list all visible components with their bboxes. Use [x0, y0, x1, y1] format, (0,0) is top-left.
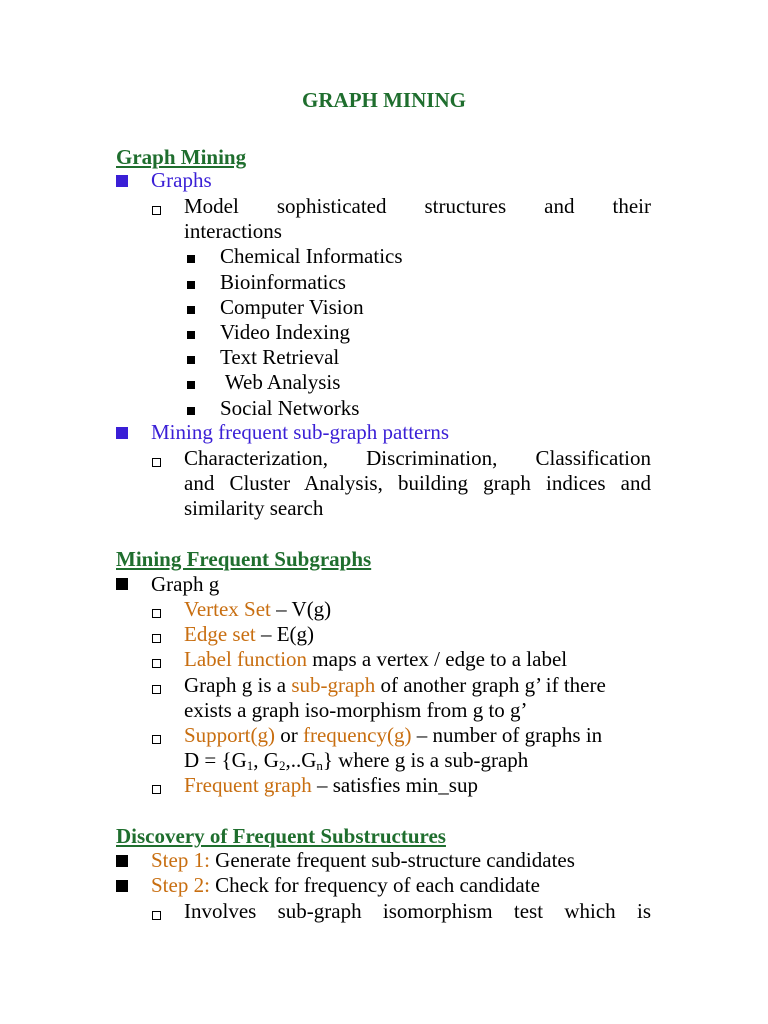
small-square-bullet-icon [187, 255, 195, 263]
small-square-bullet-icon [187, 356, 195, 364]
support-item-line-1 [184, 723, 602, 748]
subscript-1: 1 [246, 758, 254, 773]
step-2-item [151, 873, 540, 898]
edge-set-term: Edge set [184, 622, 256, 646]
app-item: Chemical Informatics [220, 244, 403, 268]
subgraph-item-line-1 [184, 673, 606, 698]
dots-g: ,..G [285, 748, 317, 772]
subgraph-post: of another graph g’ if there [375, 673, 606, 697]
edge-set-rest: – E(g) [255, 622, 315, 646]
mining-line-3: similarity search [184, 496, 324, 520]
frequent-graph-item [184, 773, 478, 798]
subgraph-item-line-2: exists a graph iso-morphism from g to g’ [184, 698, 528, 722]
step-1-item [151, 848, 575, 873]
subgraph-pre: Graph g is a [184, 673, 292, 697]
comma-g2: , G [253, 748, 279, 772]
hollow-square-bullet-icon [152, 206, 161, 215]
hollow-square-bullet-icon [152, 685, 161, 694]
frequent-graph-rest: – satisfies min_sup [311, 773, 478, 797]
small-square-bullet-icon [187, 381, 195, 389]
vertex-set-rest: – V(g) [270, 597, 332, 621]
small-square-bullet-icon [187, 281, 195, 289]
square-bullet-icon [116, 427, 128, 439]
app-item: Social Networks [220, 396, 360, 420]
hollow-square-bullet-icon [152, 634, 161, 643]
app-item: Web Analysis [220, 370, 341, 394]
section-heading-discovery: Discovery of Frequent Substructures [116, 824, 446, 848]
section-heading-graph-mining: Graph Mining [116, 145, 247, 169]
label-function-rest: maps a vertex / edge to a label [307, 647, 568, 671]
step-2-label: Step 2: [151, 873, 210, 897]
support-d: D = {G [184, 748, 247, 772]
hollow-square-bullet-icon [152, 609, 161, 618]
support-term: Support(g) [184, 723, 275, 747]
vertex-set-item [184, 597, 331, 622]
step-2-text: Check for frequency of each candidate [209, 873, 540, 897]
square-bullet-icon [116, 578, 128, 590]
square-bullet-icon [116, 880, 128, 892]
subgraph-term: sub-graph [291, 673, 376, 697]
section-heading-mining-frequent-subgraphs: Mining Frequent Subgraphs [116, 547, 372, 571]
small-square-bullet-icon [187, 306, 195, 314]
vertex-set-term: Vertex Set [184, 597, 271, 621]
step-1-text: Generate frequent sub-structure candidates [209, 848, 575, 872]
support-rest: – number of graphs in [411, 723, 603, 747]
mining-patterns-label: Mining frequent sub-graph patterns [151, 420, 450, 444]
model-line-2: interactions [184, 219, 282, 243]
label-function-term: Label function [184, 647, 308, 671]
app-item: Bioinformatics [220, 270, 346, 294]
small-square-bullet-icon [187, 407, 195, 415]
hollow-square-bullet-icon [152, 458, 161, 467]
app-item: Text Retrieval [220, 345, 340, 369]
involves-line: Involves sub-graph isomorphism test which is [184, 899, 651, 923]
square-bullet-icon [116, 855, 128, 867]
graph-g-label: Graph g [151, 572, 220, 596]
hollow-square-bullet-icon [152, 735, 161, 744]
app-item: Video Indexing [220, 320, 350, 344]
graphs-label: Graphs [151, 168, 212, 192]
support-where: } where g is a sub-graph [322, 748, 529, 772]
subscript-2: 2 [278, 758, 286, 773]
edge-set-item [184, 622, 314, 647]
small-square-bullet-icon [187, 331, 195, 339]
mining-line-2: and Cluster Analysis, building graph indices and [184, 471, 651, 495]
support-or: or [275, 723, 303, 747]
hollow-square-bullet-icon [152, 659, 161, 668]
hollow-square-bullet-icon [152, 911, 161, 920]
model-line-1: Model sophisticated structures and their [184, 194, 651, 218]
subscript-n: n [316, 758, 323, 773]
frequent-graph-term: Frequent graph [184, 773, 312, 797]
label-function-item [184, 647, 567, 672]
app-item: Computer Vision [220, 295, 364, 319]
page-title: GRAPH MINING [302, 88, 466, 112]
mining-line-1: Characterization, Discrimination, Classification [184, 446, 651, 470]
frequency-term: frequency(g) [303, 723, 412, 747]
step-1-label: Step 1: [151, 848, 210, 872]
square-bullet-icon [116, 175, 128, 187]
hollow-square-bullet-icon [152, 785, 161, 794]
